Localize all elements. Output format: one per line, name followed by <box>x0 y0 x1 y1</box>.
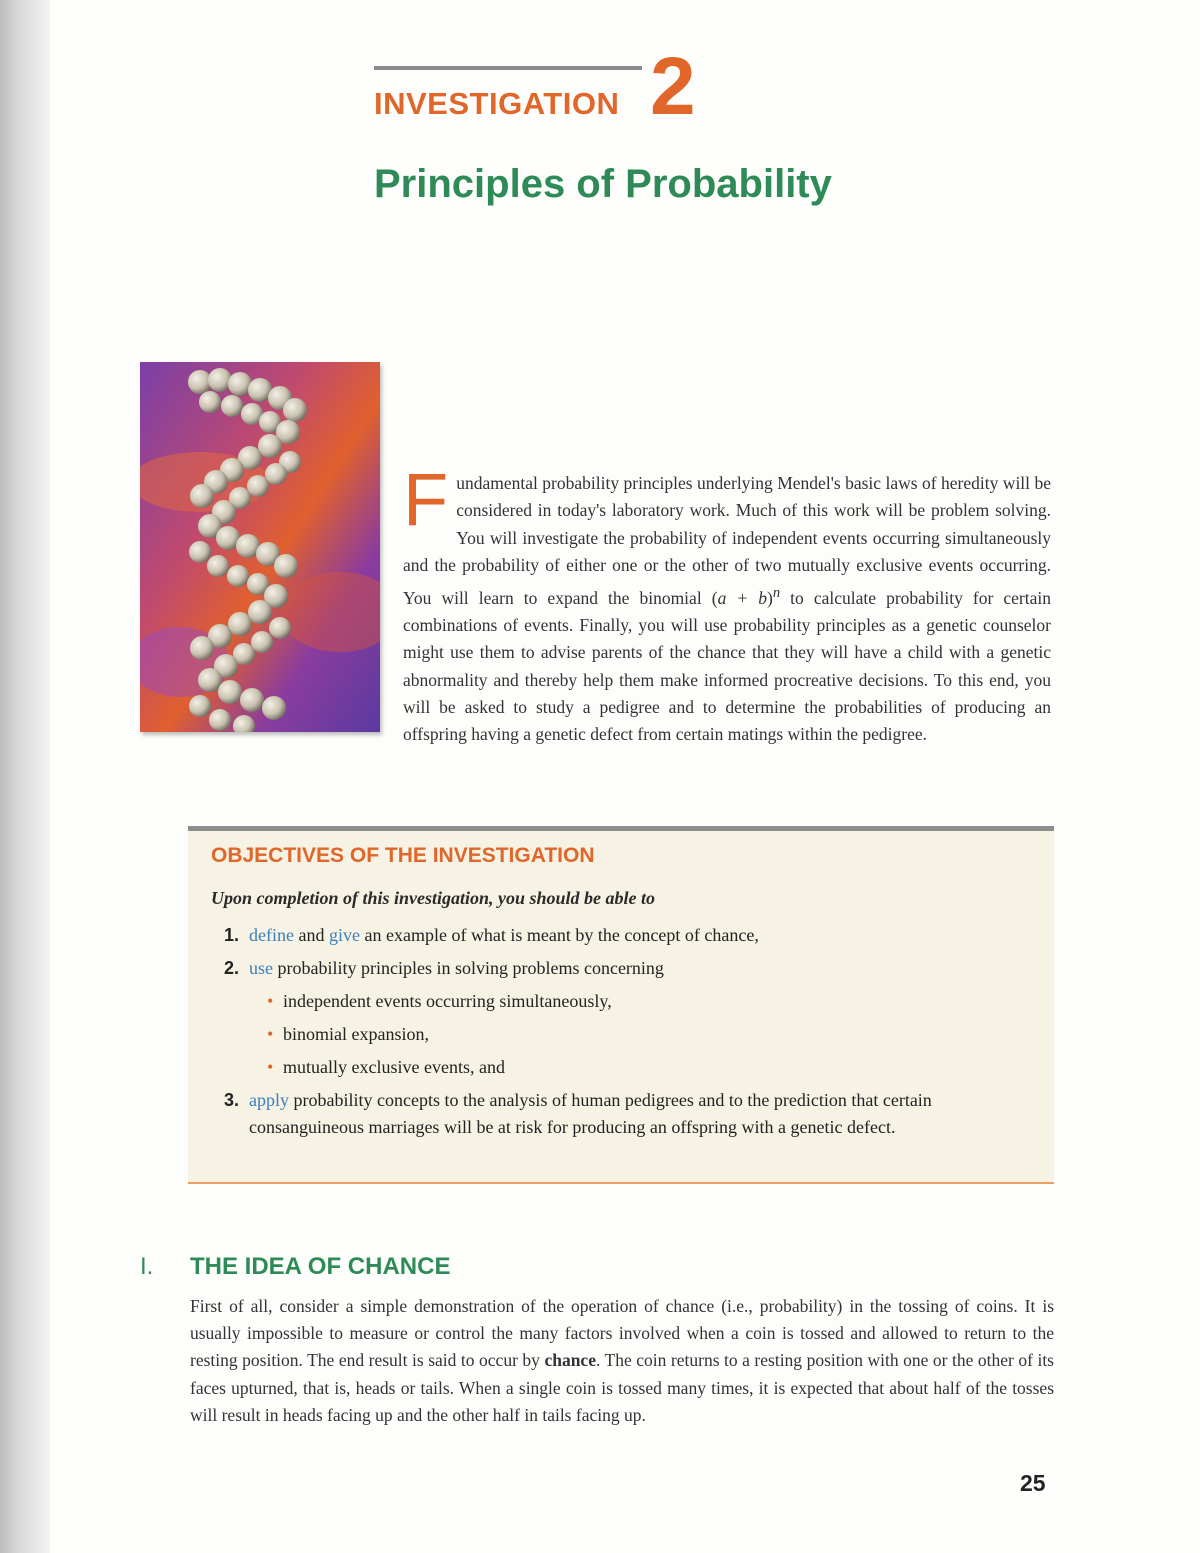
objective-number: 1. <box>224 925 240 945</box>
objective-number: 3. <box>224 1090 240 1110</box>
sub-list-item: • independent events occurring simultaneously, <box>267 988 1014 1015</box>
objectives-list <box>224 922 1014 1147</box>
binomial-formula: a + b <box>717 587 767 608</box>
objective-text: probability concepts to the analysis of human pedigrees and to the prediction that certain consanguineous marriages will be at risk for producing an offspring with a genetic defect. <box>249 1090 932 1137</box>
chapter-title: Principles of Probability <box>374 162 832 206</box>
objective-item-2 <box>224 955 1014 1081</box>
objective-item-3 <box>224 1087 1014 1141</box>
section-paragraph: First of all, consider a simple demonstration of the operation of chance (i.e., probability) in the tossing of coins. It is usually impossible to measure or control the many factors involved when a coin is tossed and allowed to return to the resting position. The end result is said to occur by chance. The coin returns to a resting position with one or the other of its faces upturned, that is, heads or tails. When a single coin is tossed many times, it is expected that about half of the tosses will result in heads facing up and the other half in tails facing up. <box>190 1296 1054 1425</box>
objectives-title: OBJECTIVES OF THE INVESTIGATION <box>211 844 595 867</box>
intro-text-part1: undamental probability principles underlying Mendel's basic laws of heredity will be considered in today's laboratory work. Much of this work will be problem solving. You will investigate the probability of independent events occurring simultaneously and the probability of either one or the other of two mutually exclusive events occurring. You will learn to expand the binomial ( <box>403 473 1051 608</box>
chapter-header <box>374 41 894 132</box>
intro-text-part2: to calculate probability for certain combinations of events. Finally, you will use probability principles as a genetic counselor might use them to advise parents of the chance that they will have a child with a genetic abnormality and thereby help them make informed procreative decisions. To this end, you will be asked to study a pedigree and to determine the probabilities of producing an offspring having a genetic defect from certain matings within the pedigree. <box>403 587 1052 745</box>
bullet-icon: • <box>267 991 274 1011</box>
investigation-number: 2 <box>650 41 696 132</box>
objective-text: probability principles in solving problems concerning <box>273 958 664 978</box>
page-gutter-shadow <box>0 0 50 1553</box>
objectives-intro: Upon completion of this investigation, you should be able to <box>211 888 656 908</box>
objective-verb: use <box>249 958 273 978</box>
section-number: I. <box>140 1253 154 1280</box>
objectives-bottom-rule <box>188 1182 1054 1184</box>
investigation-label: INVESTIGATION <box>374 86 620 121</box>
sub-list-item: • binomial expansion, <box>267 1021 1014 1048</box>
objective-text: an example of what is meant by the concept of chance, <box>359 925 759 945</box>
objective-verb: apply <box>249 1090 289 1110</box>
objectives-box <box>188 826 1054 1184</box>
objective-verb: give <box>328 925 360 945</box>
bullet-icon: • <box>267 1024 274 1044</box>
objective-sub-list <box>267 988 1014 1081</box>
bullet-icon: • <box>267 1057 274 1077</box>
objective-number: 2. <box>224 958 240 978</box>
objective-item-1: 1. define and give an example of what is meant by the concept of chance, <box>224 922 1014 949</box>
bold-term: chance <box>544 1350 596 1371</box>
binomial-exponent: n <box>772 584 781 601</box>
objective-verb: define <box>249 925 294 945</box>
drop-cap: F <box>403 458 449 541</box>
section-title: THE IDEA OF CHANCE <box>190 1253 451 1280</box>
objectives-top-rule <box>188 826 1054 831</box>
dna-helix-image <box>140 362 380 732</box>
intro-paragraph: Fundamental probability principles underlying Mendel's basic laws of heredity will be considered in today's laboratory work. Much of this work will be problem solving. You will investigate the probability of independent events occurring simultaneously and the probability of either one or the other of two mutually exclusive events occurring. You will learn to expand the binomial $(a + b)^n$ to calculate probability for certain combinations of events. Finally, you will use probability principles as a genetic counselor might use them to advise parents of the chance that they will have a child with a genetic abnormality and thereby help them make informed procreative decisions. To this end, you will be asked to study a pedigree and to determine the probabilities of producing an offspring having a genetic defect from certain matings within the pedigree. <box>403 458 1052 745</box>
sub-list-item: • mutually exclusive events, and <box>267 1054 1014 1081</box>
page-number: 25 <box>1020 1470 1046 1496</box>
header-rule <box>374 66 642 70</box>
